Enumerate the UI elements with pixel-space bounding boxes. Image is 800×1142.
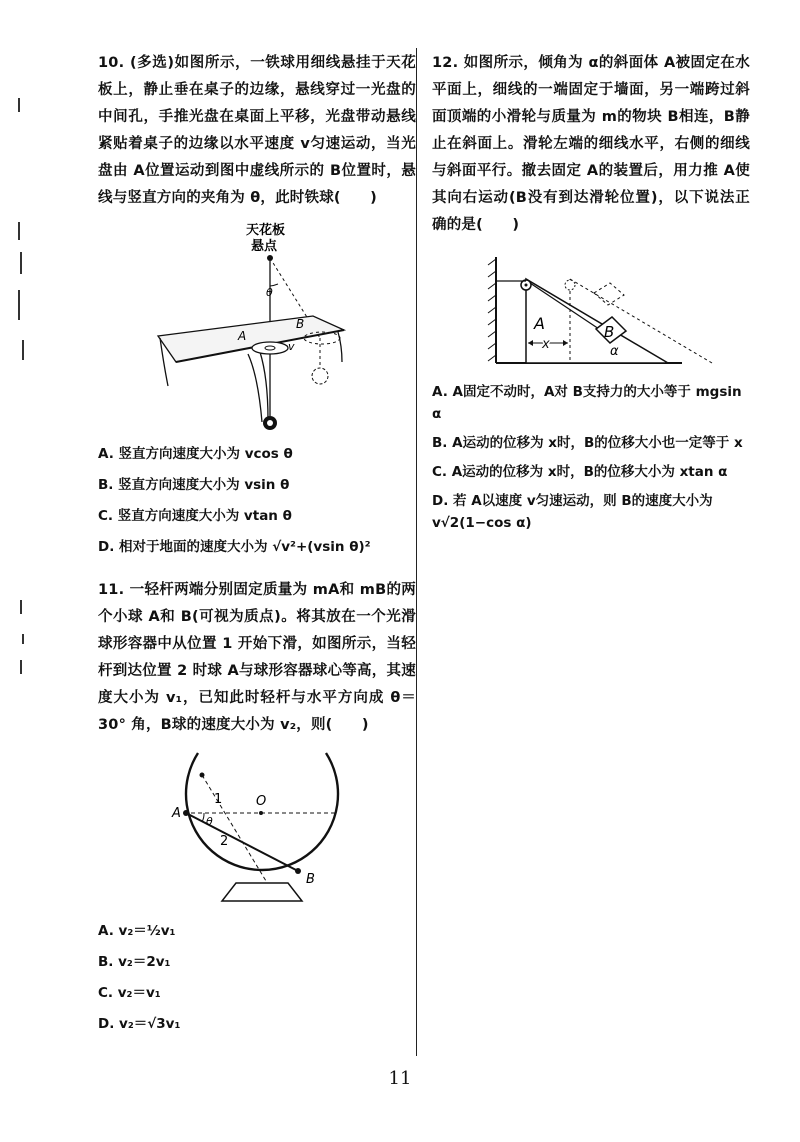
q11-center bbox=[259, 811, 263, 815]
question-11 bbox=[98, 577, 416, 1034]
q10-label-b: B bbox=[296, 317, 305, 331]
q11-option-c[interactable]: C. v₂＝v₁ bbox=[98, 985, 161, 1001]
q11-figure bbox=[98, 743, 416, 911]
q12-option-b[interactable]: B. A运动的位移为 x时，B的位移大小也一定等于 x bbox=[432, 435, 743, 451]
q12-label-a: A bbox=[534, 314, 545, 333]
q10-ball-dashed bbox=[312, 368, 328, 384]
q10-label-v: v bbox=[288, 340, 295, 353]
q11-option-a[interactable]: A. v₂＝½v₁ bbox=[98, 923, 176, 939]
q10-point-label: 悬点 bbox=[251, 239, 278, 254]
q11-label-b: B bbox=[306, 872, 315, 887]
q12-label-b: B bbox=[604, 323, 615, 341]
page-number: 11 bbox=[388, 1068, 412, 1089]
column-divider bbox=[416, 48, 417, 1056]
q11-label-o: O bbox=[256, 794, 267, 809]
question-10 bbox=[98, 50, 416, 557]
right-column bbox=[432, 50, 750, 541]
q12-option-d[interactable]: D. 若 A以速度 v匀速运动，则 B的速度大小为 v√2(1−cos α) bbox=[432, 493, 713, 531]
q10-ceiling-label: 天花板 bbox=[246, 223, 286, 238]
question-12 bbox=[432, 50, 750, 534]
q10-table-top bbox=[158, 316, 344, 362]
q12-option-a[interactable]: A. A固定不动时，A对 B支持力的大小等于 mgsin α bbox=[432, 384, 742, 422]
q11-option-d[interactable]: D. v₂＝√3v₁ bbox=[98, 1016, 181, 1032]
q12-alpha: α bbox=[610, 344, 619, 359]
q12-options bbox=[432, 381, 750, 534]
q12-option-c[interactable]: C. A运动的位移为 x时，B的位移大小为 xtan α bbox=[432, 464, 728, 480]
q10-stem: 10. (多选)如图所示，一铁球用细线悬挂于天花板上，静止垂在桌子的边缘，悬线穿过一光盘的中间孔，手推光盘在桌面上平移，光盘带动悬线紧贴着桌子的边缘以水平速度 v匀速运动，当光盘由 A位置运动到图中虚线所示的 B位置时，悬线与竖直方向的夹角为 θ，此时铁球( ) bbox=[98, 55, 416, 206]
q10-disk-a bbox=[252, 342, 288, 354]
q11-stand bbox=[222, 883, 302, 901]
q10-option-d[interactable]: D. 相对于地面的速度大小为 √v²+(vsin θ)² bbox=[98, 539, 371, 555]
q11-options bbox=[98, 921, 416, 1034]
q10-theta: θ bbox=[266, 286, 273, 299]
q10-option-c[interactable]: C. 竖直方向速度大小为 vtan θ bbox=[98, 508, 292, 524]
q10-option-b[interactable]: B. 竖直方向速度大小为 vsin θ bbox=[98, 477, 290, 493]
q11-ball-a bbox=[183, 810, 189, 816]
q10-options bbox=[98, 444, 416, 557]
q11-option-b[interactable]: B. v₂＝2v₁ bbox=[98, 954, 171, 970]
q11-label-2: 2 bbox=[220, 834, 229, 849]
q11-theta: θ bbox=[206, 815, 213, 828]
q12-label-x: x bbox=[542, 337, 550, 352]
left-column bbox=[98, 50, 416, 1045]
q12-figure bbox=[432, 251, 750, 367]
q10-label-a: A bbox=[238, 329, 247, 343]
q10-option-a[interactable]: A. 竖直方向速度大小为 vcos θ bbox=[98, 446, 293, 462]
q12-block-dashed bbox=[594, 283, 624, 305]
q11-ball-b bbox=[295, 868, 301, 874]
q12-stem: 12. 如图所示，倾角为 α的斜面体 A被固定在水平面上，细线的一端固定于墙面，另一端跨过斜面顶端的小滑轮与质量为 m的物块 B相连，B静止在斜面上。滑轮左端的细线水平，右侧的细线与斜面平行。撤去固定 A的装置后，用力推 A使其向右运动(B没有到达滑轮位置)，以下说法正确的是( ) bbox=[432, 55, 750, 233]
q10-figure bbox=[98, 216, 416, 434]
q11-label-1: 1 bbox=[214, 792, 223, 807]
q11-label-a: A bbox=[172, 806, 181, 821]
q11-stem: 11. 一轻杆两端分别固定质量为 mA和 mB的两个小球 A和 B(可视为质点)。将其放在一个光滑球形容器中从位置 1 开始下滑，如图所示，当轻杆到达位置 2 时球 A与球形容器球心等高，其速度大小为 v₁，已知此时轻杆与水平方向成 θ＝30° 角，B球的速度大小为 v₂，则( ) bbox=[98, 582, 416, 733]
